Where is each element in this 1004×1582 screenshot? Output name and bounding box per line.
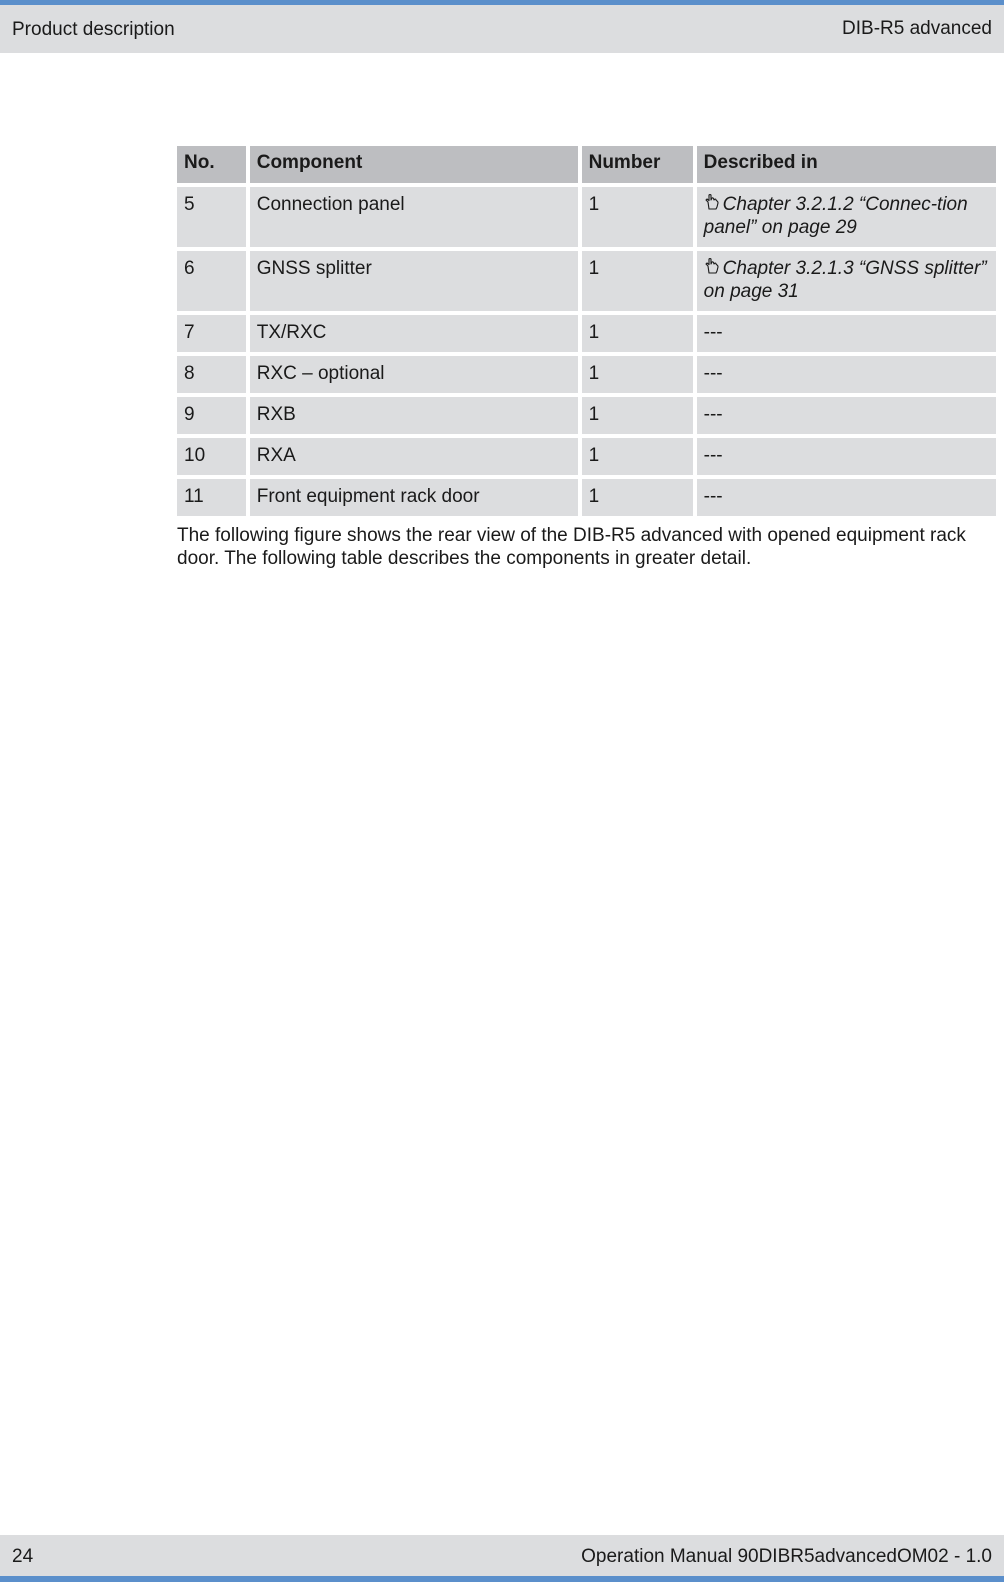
cell-number: 1 xyxy=(582,397,693,434)
cell-described-in: --- xyxy=(697,356,996,393)
cell-number: 1 xyxy=(582,479,693,516)
cell-no: 5 xyxy=(177,187,246,247)
column-header-described-in: Described in xyxy=(697,146,996,183)
table-row xyxy=(177,356,996,393)
cell-described-in: --- xyxy=(697,438,996,475)
table-row xyxy=(177,251,996,311)
header-product-name: DIB-R5 advanced xyxy=(842,18,992,39)
table-row xyxy=(177,315,996,352)
cell-no: 9 xyxy=(177,397,246,434)
table-row xyxy=(177,438,996,475)
cell-described-in: --- xyxy=(697,479,996,516)
cell-component: RXC – optional xyxy=(250,356,578,393)
cell-number: 1 xyxy=(582,251,693,311)
page-number: 24 xyxy=(12,1546,34,1567)
cell-component: Connection panel xyxy=(250,187,578,247)
cell-described-in: --- xyxy=(697,397,996,434)
components-table xyxy=(173,142,1000,520)
cell-number: 1 xyxy=(582,315,693,352)
chapter-reference-text: Chapter 3.2.1.2 “Connec-tion panel” on page 29 xyxy=(703,194,968,238)
table-row xyxy=(177,479,996,516)
column-header-number: Number xyxy=(582,146,693,183)
cell-component: TX/RXC xyxy=(250,315,578,352)
cell-described-in xyxy=(697,251,996,311)
hand-pointer-icon xyxy=(704,257,720,280)
table-row xyxy=(177,187,996,247)
cell-component: GNSS splitter xyxy=(250,251,578,311)
cell-no: 6 xyxy=(177,251,246,311)
hand-pointer-icon xyxy=(704,193,720,216)
page-header xyxy=(0,0,1004,53)
cell-described-in: --- xyxy=(697,315,996,352)
cell-no: 10 xyxy=(177,438,246,475)
cell-number: 1 xyxy=(582,356,693,393)
table-header-row xyxy=(177,146,996,183)
cell-number: 1 xyxy=(582,438,693,475)
cell-described-in xyxy=(697,187,996,247)
cell-no: 11 xyxy=(177,479,246,516)
body-paragraph: The following figure shows the rear view of the DIB-R5 advanced with opened equipment rack door. The following table describes the components in greater detail. xyxy=(177,525,966,569)
chapter-reference-link[interactable] xyxy=(704,258,987,302)
cell-component: RXB xyxy=(250,397,578,434)
chapter-reference-link[interactable] xyxy=(704,194,968,238)
cell-no: 8 xyxy=(177,356,246,393)
document-id: Operation Manual 90DIBR5advancedOM02 - 1.0 xyxy=(581,1546,992,1567)
column-header-component: Component xyxy=(250,146,578,183)
page-footer xyxy=(0,1535,1004,1582)
header-section-title: Product description xyxy=(12,19,175,40)
cell-number: 1 xyxy=(582,187,693,247)
cell-no: 7 xyxy=(177,315,246,352)
cell-component: RXA xyxy=(250,438,578,475)
table-row xyxy=(177,397,996,434)
cell-component: Front equipment rack door xyxy=(250,479,578,516)
chapter-reference-text: Chapter 3.2.1.3 “GNSS splitter” on page 31 xyxy=(703,258,987,302)
column-header-no: No. xyxy=(177,146,246,183)
